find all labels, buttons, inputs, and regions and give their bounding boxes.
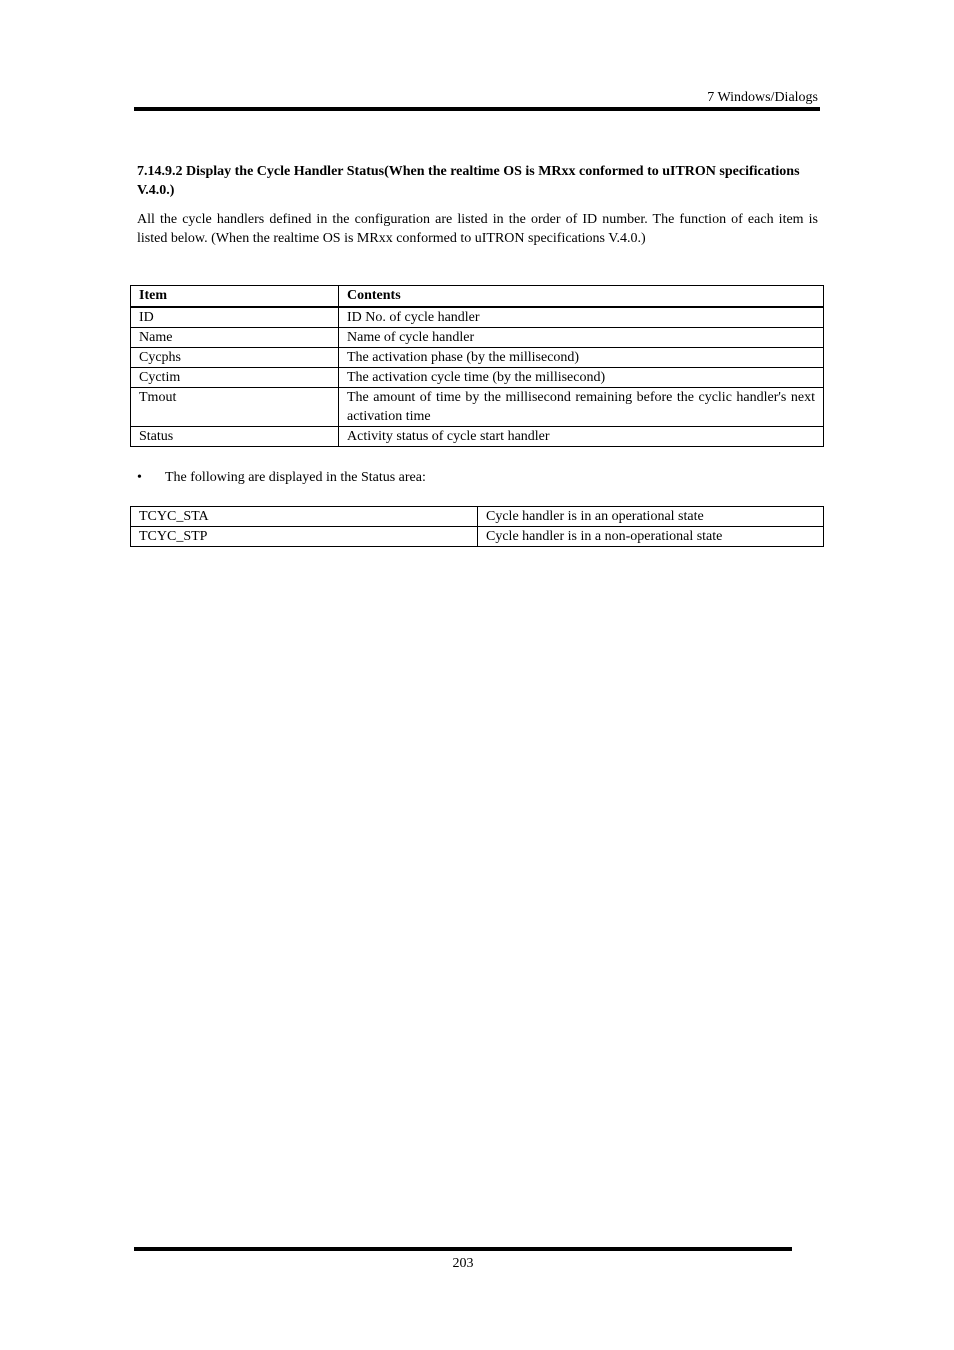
intro-paragraph: All the cycle handlers defined in the configuration are listed in the order of ID number. The function of each item is listed below. (When the realtime OS is MRxx conformed to uITRON specifications V.4.0.): [137, 212, 818, 246]
item-cell: Tmout: [131, 388, 339, 427]
item-cell: ID: [131, 307, 339, 328]
table-row: [131, 427, 824, 447]
status-bullet: [137, 468, 426, 487]
status-code-cell: TCYC_STA: [131, 507, 478, 527]
item-cell: Cyctim: [131, 368, 339, 388]
table-row: [131, 328, 824, 348]
section-title: 7.14.9.2 Display the Cycle Handler Status(When the realtime OS is MRxx conformed to uITRON specifications V.4.0.): [137, 164, 800, 198]
contents-cell: The activation cycle time (by the millisecond): [339, 368, 824, 388]
column-header-contents: Contents: [339, 286, 824, 308]
contents-cell: ID No. of cycle handler: [339, 307, 824, 328]
table-row: [131, 527, 824, 547]
contents-cell: The activation phase (by the millisecond): [339, 348, 824, 368]
header-rule: [134, 107, 820, 111]
status-meaning-cell: Cycle handler is in an operational state: [478, 507, 824, 527]
status-meaning-cell: Cycle handler is in a non-operational state: [478, 527, 824, 547]
bullet-icon: •: [137, 470, 142, 485]
items-table: [130, 285, 824, 447]
table-header-row: [131, 286, 824, 308]
status-table: [130, 506, 824, 547]
item-cell: Name: [131, 328, 339, 348]
contents-cell: The amount of time by the millisecond remaining before the cyclic handler's next activation time: [339, 388, 824, 427]
table-row: [131, 507, 824, 527]
page-number: 203: [452, 1256, 474, 1271]
chapter-header: 7 Windows/Dialogs: [707, 90, 818, 105]
bullet-text: The following are displayed in the Status area:: [165, 470, 426, 485]
contents-cell: Activity status of cycle start handler: [339, 427, 824, 447]
table-row: [131, 307, 824, 328]
item-cell: Cycphs: [131, 348, 339, 368]
status-code-cell: TCYC_STP: [131, 527, 478, 547]
column-header-item: Item: [131, 286, 339, 308]
table-row: [131, 368, 824, 388]
table-row: [131, 388, 824, 427]
item-cell: Status: [131, 427, 339, 447]
footer-rule: [134, 1247, 792, 1251]
contents-cell: Name of cycle handler: [339, 328, 824, 348]
table-row: [131, 348, 824, 368]
